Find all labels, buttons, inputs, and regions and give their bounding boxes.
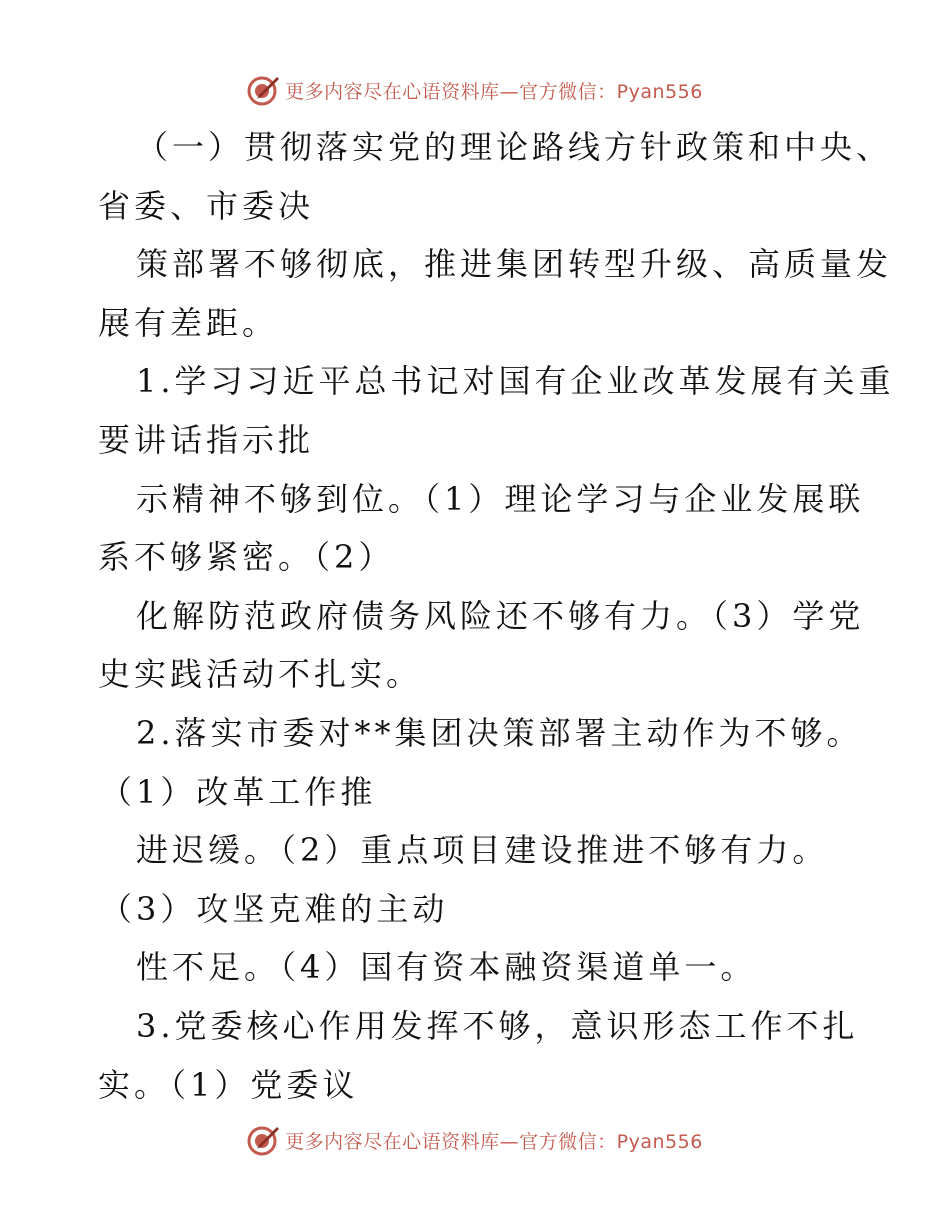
text-line: 3.党委核心作用发挥不够，意识形态工作不扎 [136,1006,859,1045]
text-line: 2.落实市委对**集团决策部署主动作为不够。 [136,713,863,752]
watermark-text: 更多内容尽在心语资料库—官方微信：Pyan556 [285,1130,703,1153]
footer-watermark [0,1120,950,1160]
text-line: 策部署不够彻底，推进集团转型升级、高质量发 [136,245,893,284]
text-line: （1）改革工作推 [100,772,377,811]
text-line: （3）攻坚克难的主动 [100,889,449,928]
text-line: 展有差距。 [98,303,279,342]
text-line: 省委、市委决 [98,186,315,225]
document-body [98,118,895,1114]
text-line: 示精神不够到位。（1）理论学习与企业发展联 [136,479,865,518]
quill-seal-icon [247,1123,281,1157]
text-line: 要讲话指示批 [98,420,315,459]
text-line: （一）贯彻落实党的理论路线方针政策和中央、 [136,128,893,166]
text-line: 1.学习习近平总书记对国有企业改革发展有关重 [136,362,895,401]
quill-seal-icon [247,73,281,107]
text-line: 性不足。（4）国有资本融资渠道单一。 [136,948,757,987]
text-line: 系不够紧密。（2） [98,538,395,577]
watermark-text: 更多内容尽在心语资料库—官方微信：Pyan556 [285,80,703,103]
text-line: 史实践活动不扎实。 [98,655,423,694]
text-line: 化解防范政府债务风险还不够有力。（3）学党 [136,596,865,635]
header-watermark [0,70,950,110]
text-line: 进迟缓。（2）重点项目建设推进不够有力。 [136,831,829,870]
text-line: 实。（1）党委议 [98,1065,359,1104]
